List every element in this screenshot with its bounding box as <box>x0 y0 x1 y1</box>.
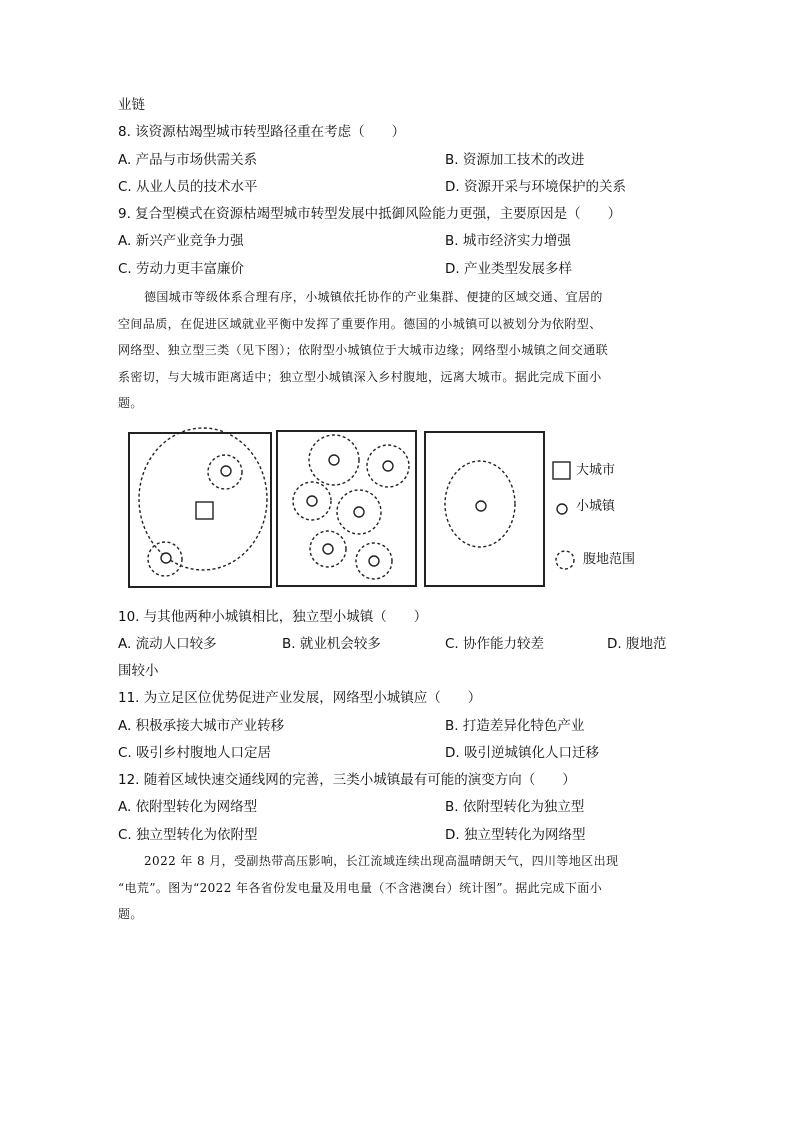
small-town-circle <box>221 466 231 476</box>
q12-option-c[interactable]: C. 独立型转化为依附型 <box>118 827 258 843</box>
legend-small-town-symbol <box>557 504 567 514</box>
passage-line: 系密切，与大城市距离适中；独立型小城镇深入乡村腹地，远离大城市。据此完成下面小 <box>118 369 602 384</box>
small-town-circle <box>383 461 393 471</box>
q10-option-a[interactable]: A. 流动人口较多 <box>118 636 217 652</box>
q8-option-d[interactable]: D. 资源开采与环境保护的关系 <box>445 179 626 195</box>
q11-option-a[interactable]: A. 积极承接大城市产业转移 <box>118 718 285 734</box>
passage-line: 题。 <box>118 396 143 410</box>
small-town-circle <box>369 556 379 566</box>
q10-option-c[interactable]: C. 协作能力较差 <box>445 636 545 652</box>
q11-option-c[interactable]: C. 吸引乡村腹地人口定居 <box>118 745 272 761</box>
q11-option-b[interactable]: B. 打造差异化特色产业 <box>445 718 585 734</box>
q12-option-a[interactable]: A. 依附型转化为网络型 <box>118 799 258 815</box>
q12-option-b[interactable]: B. 依附型转化为独立型 <box>445 799 585 815</box>
q10-option-d-continued: 围较小 <box>118 663 159 679</box>
passage-line: 题。 <box>118 907 143 921</box>
q9-option-a[interactable]: A. 新兴产业竞争力强 <box>118 233 244 249</box>
passage-line: 网络型、独立型三类（见下图）；依附型小城镇位于大城市边缘；网络型小城镇之间交通联 <box>118 343 609 357</box>
question-10: 10. 与其他两种小城镇相比，独立型小城镇（ ） <box>118 609 428 625</box>
q12-option-d[interactable]: D. 独立型转化为网络型 <box>445 827 586 843</box>
q8-option-c[interactable]: C. 从业人员的技术水平 <box>118 179 258 195</box>
legend-big-city-symbol <box>553 462 570 479</box>
small-town-circle <box>329 455 339 465</box>
passage-line: 空间品质，在促进区域就业平衡中发挥了重要作用。德国的小城镇可以被划分为依附型、 <box>118 316 602 331</box>
question-11: 11. 为立足区位优势促进产业发展，网络型小城镇应（ ） <box>118 690 482 706</box>
continued-text: 业链 <box>118 97 145 113</box>
legend-hinterland-label: 腹地范围 <box>583 552 636 567</box>
q11-option-d[interactable]: D. 吸引逆城镇化人口迁移 <box>445 745 599 761</box>
legend-hinterland-symbol <box>556 551 574 569</box>
legend-small-town-label: 小城镇 <box>576 499 616 514</box>
small-town-circle <box>307 496 317 506</box>
small-town-circle <box>476 501 486 511</box>
passage-line: 2022 年 8 月，受副热带高压影响，长江流域连续出现高温晴朗天气，四川等地区出现 <box>144 854 619 868</box>
q9-option-d[interactable]: D. 产业类型发展多样 <box>445 261 572 277</box>
q10-option-b[interactable]: B. 就业机会较多 <box>282 636 381 652</box>
small-town-circle <box>354 507 364 517</box>
q9-option-b[interactable]: B. 城市经济实力增强 <box>445 233 571 249</box>
hinterland-circle <box>139 428 267 570</box>
q9-option-c[interactable]: C. 劳动力更丰富廉价 <box>118 261 245 277</box>
small-town-circle <box>161 553 171 563</box>
passage-line: 德国城市等级体系合理有序，小城镇依托协作的产业集群、便捷的区域交通、宜居的 <box>144 290 603 304</box>
question-8: 8. 该资源枯竭型城市转型路径重在考虑（ ） <box>118 124 406 140</box>
passage-power-shortage <box>118 848 674 928</box>
q8-option-b[interactable]: B. 资源加工技术的改进 <box>445 152 585 168</box>
q10-option-d[interactable]: D. 腹地范 <box>607 636 667 652</box>
question-12: 12. 随着区域快速交通线网的完善，三类小城镇最有可能的演变方向（ ） <box>118 772 576 788</box>
question-9: 9. 复合型模式在资源枯竭型城市转型发展中抵御风险能力更强，主要原因是（ ） <box>118 206 622 222</box>
passage-line: “电荒”。图为“2022 年各省份发电量及用电量（不含港澳台）统计图”。据此完成下面小 <box>118 880 603 895</box>
legend-big-city-label: 大城市 <box>576 463 616 478</box>
small-town-circle <box>323 544 333 554</box>
q8-option-a[interactable]: A. 产品与市场供需关系 <box>118 152 258 168</box>
big-city-square <box>196 502 213 519</box>
